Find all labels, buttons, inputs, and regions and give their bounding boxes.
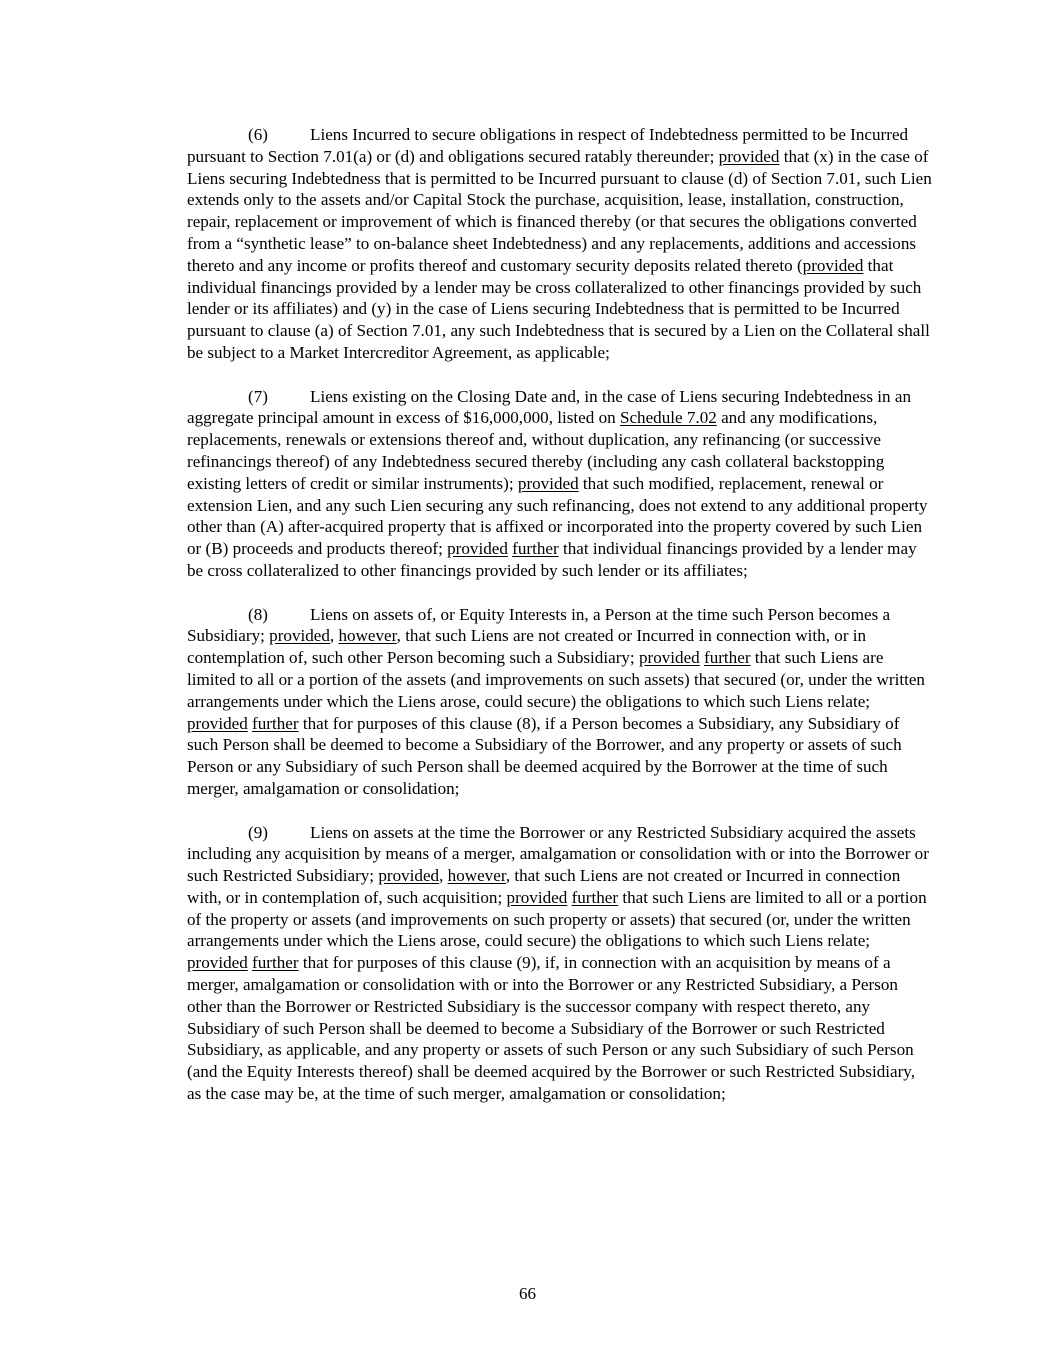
paragraph-text: that such Liens are limited to all or a portion of the property or assets (and improvements on such property or assets) that secured (or, under the written arrangements under which the Liens arose, could secure) the obligations to which such Liens relate; (187, 887, 927, 951)
paragraph-9 (187, 822, 932, 1105)
paragraph-text: that for purposes of this clause (9), if, in connection with an acquisition by means of a merger, amalgamation or consolidation with or into the Borrower or any Restricted Subsidiary, a Person other than the Borrower or Restricted Subsidiary is the successor company with respect thereto, any Subsidiary of such Person shall be deemed to become a Subsidiary of the Borrower or such Restricted Subsidiary, as applicable, and any property or assets of such Person or any such Subsidiary of such Person (and the Equity Interests thereof) shall be deemed acquired by the Borrower or such Restricted Subsidiary, as the case may be, at the time of such merger, amalgamation or consolidation; (187, 953, 915, 1104)
underlined-term: provided (638, 648, 700, 668)
underlined-term: provided (447, 539, 508, 559)
underlined-term: further (252, 953, 299, 973)
paragraph-text: Liens existing on the Closing Date and, in the case of Liens securing Indebtedness in an aggregate principal amount in excess of $16,000,000, listed on (187, 386, 911, 428)
paragraph-text: that such modified, replacement, renewal or extension Lien, and any such Lien securing any such refinancing, does not extend to any additional property other than (A) after-acquired property that is affixed or incorporated into the property covered by such Lien or (B) proceeds and products thereof; (187, 473, 928, 559)
paragraph-text: Liens on assets at the time the Borrower or any Restricted Subsidiary acquired the assets including any acquisition by means of a merger, amalgamation or consolidation with or into the Borrower or such Restricted Subsidiary; (187, 822, 929, 886)
underlined-term: further (252, 713, 299, 733)
paragraph-number: (9) (248, 822, 268, 842)
underlined-term: however (447, 866, 506, 886)
underlined-term: provided (269, 626, 330, 646)
underlined-term: provided (802, 255, 864, 275)
paragraph-text: that for purposes of this clause (8), if a Person becomes a Subsidiary, any Subsidiary of such Person shall be deemed to become a Subsidiary of the Borrower, and any property or assets of such Person or any Subsidiary of such Person shall be deemed acquired by the Borrower at the time of such merger, amalgamation or consolidation; (187, 713, 902, 798)
paragraph-text: that individual financings provided by a lender may be cross collateralized to other financings provided by such lender or its affiliates; (187, 539, 917, 580)
underlined-term: however (338, 626, 397, 646)
paragraph-text: Liens on assets of, or Equity Interests in, a Person at the time such Person becomes a Subsidiary; (187, 604, 891, 646)
underlined-term: further (704, 648, 751, 668)
paragraph-text: , that such Liens are not created or Incurred in connection with, or in contemplation of, such other Person becoming such a Subsidiary; (187, 626, 867, 668)
paragraph-text: , (329, 626, 339, 646)
underlined-term: Schedule 7.02 (619, 408, 717, 428)
underlined-term: provided (718, 146, 780, 166)
page-number: 66 (519, 1284, 536, 1303)
paragraph-text: that such Liens are limited to all or a portion of the assets (and improvements on such assets) that secured (or, under the written arrangements under which the Liens arose, could secure) the obligations to which such Liens relate; (187, 648, 925, 711)
paragraph-text: , that such Liens are not created or Incurred in connection with, or in contemplation of, such acquisition; (187, 866, 901, 907)
underlined-term: provided (506, 887, 568, 907)
underlined-term: provided (517, 473, 579, 493)
paragraph-number: (7) (248, 386, 268, 406)
underlined-term: provided (187, 953, 248, 973)
underlined-term: further (571, 887, 619, 907)
underlined-term: further (512, 539, 559, 559)
document-page (187, 124, 932, 1127)
paragraph-number: (6) (248, 125, 268, 144)
paragraph-7 (187, 386, 932, 582)
paragraph-text: and any modifications, replacements, renewals or extensions thereof and, without duplication, any refinancing (or successive refinancings thereof) of any Indebtedness secured thereby (including any cash collateral backstopping existing letters of credit or similar instruments); (187, 408, 885, 493)
underlined-term: provided (378, 866, 440, 886)
paragraph-8 (187, 604, 932, 800)
paragraph-6 (187, 124, 932, 364)
underlined-term: provided (187, 713, 248, 733)
paragraph-text: that (x) in the case of Liens securing Indebtedness that is permitted to be Incurred pursuant to clause (d) of Section 7.01, such Lien extends only to the assets and/or Capital Stock the purchase, acquisition, lease, installation, construction, repair, replacement or improvement of which is financed thereby (or that secures the obligations converted from a “synthetic lease” to on-balance sheet Indebtedness) and any replacements, additions and accessions thereto and any income or profits thereof and customary security deposits related thereto ( (187, 146, 932, 275)
paragraph-text: Liens Incurred to secure obligations in respect of Indebtedness permitted to be Incurred pursuant to Section 7.01(a) or (d) and obligations secured ratably thereunder; (187, 125, 909, 166)
paragraph-text: , (439, 866, 448, 886)
paragraph-number: (8) (248, 604, 268, 624)
paragraph-text: that individual financings provided by a lender may be cross collateralized to other financings provided by such lender or its affiliates) and (y) in the case of Liens securing Indebtedness that is permitted to be Incurred pursuant to clause (a) of Section 7.01, any such Indebtedness that is secured by a Lien on the Collateral shall be subject to a Market Intercreditor Agreement, as applicable; (187, 255, 930, 362)
